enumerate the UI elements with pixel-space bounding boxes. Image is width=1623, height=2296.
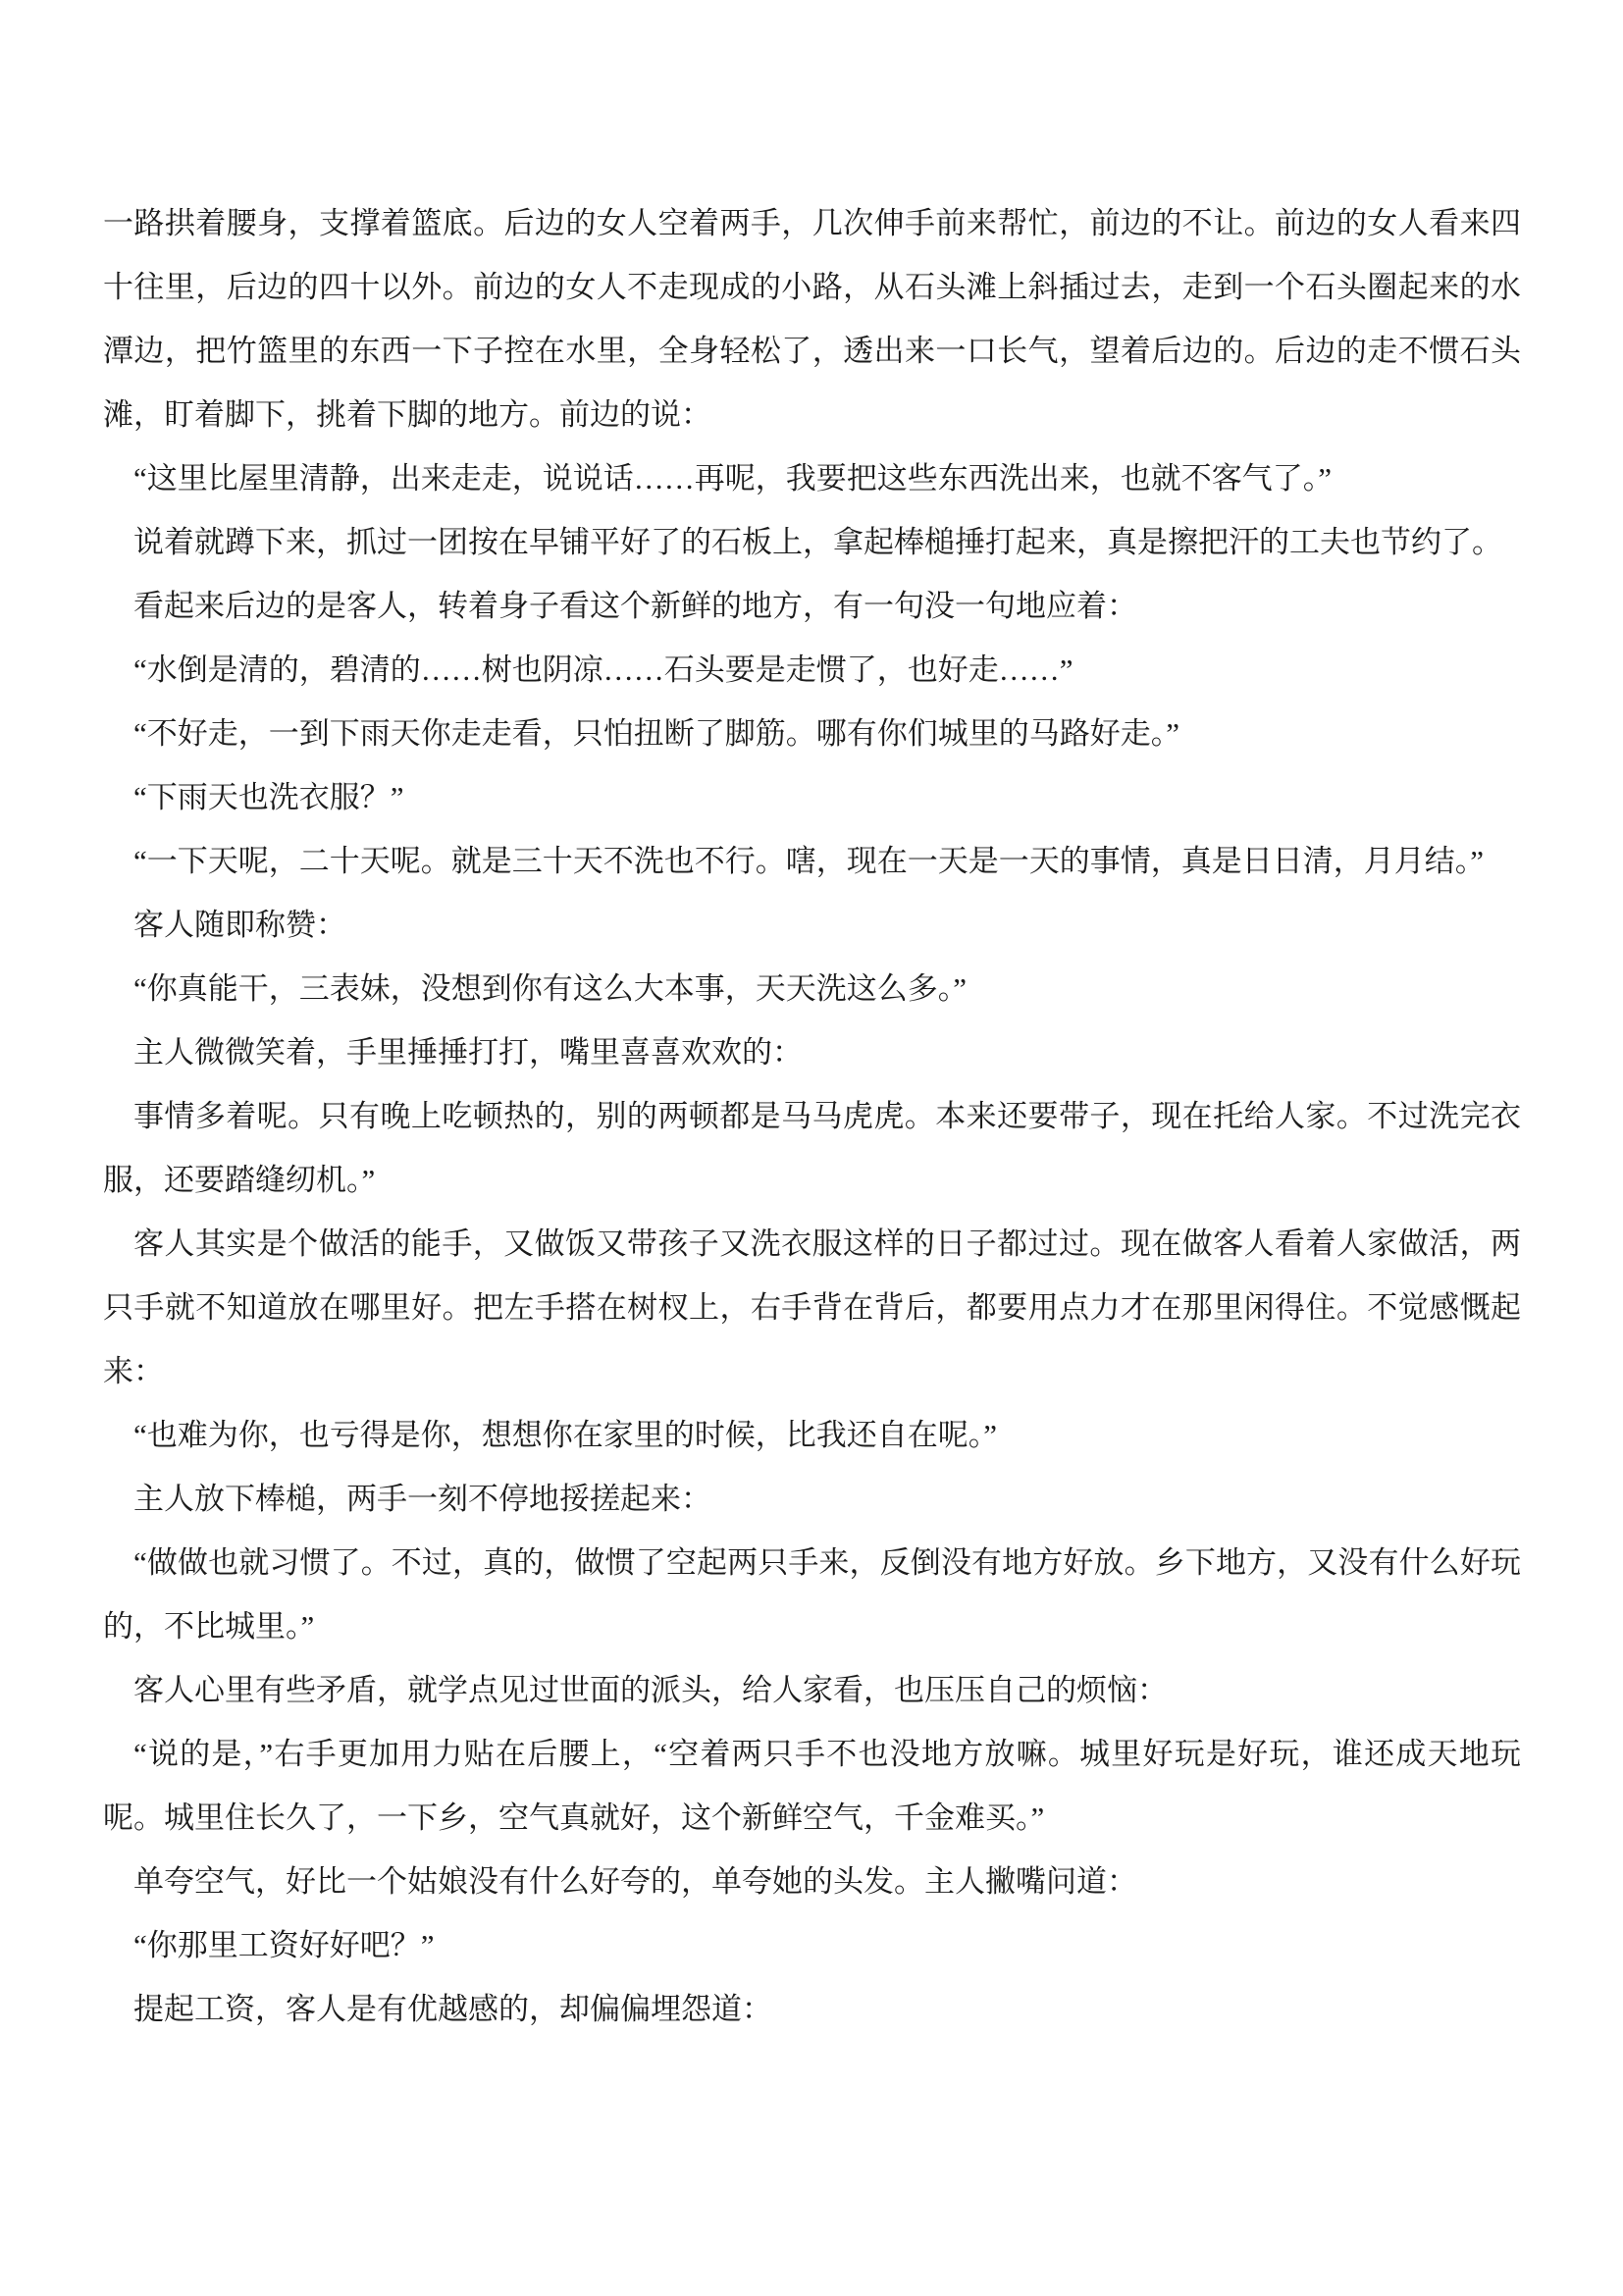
paragraph-dialog: “说的是，”右手更加用力贴在后腰上，“空着两只手不也没地方放嘛。城里好玩是好玩，谁还成天地玩呢。城里住长久了，一下乡，空气真就好，这个新鲜空气，千金难买。” <box>103 1737 1521 1835</box>
paragraph-narration: 看起来后边的是客人，转着身子看这个新鲜的地方，有一句没一句地应着： <box>133 589 1137 623</box>
paragraph-narration: 主人微微笑着，手里捶捶打打，嘴里喜喜欢欢的： <box>133 1035 803 1070</box>
paragraph-dialog: “水倒是清的，碧清的……树也阴凉……石头要是走惯了，也好走……” <box>133 652 1073 687</box>
paragraph-dialog: “下雨天也洗衣服？” <box>133 780 404 814</box>
paragraph-dialog: “也难为你，也亏得是你，想想你在家里的时候，比我还自在呢。” <box>133 1418 998 1452</box>
paragraph-dialog: “做做也就习惯了。不过，真的，做惯了空起两只手来，反倒没有地方好放。乡下地方，又没有什么好玩的，不比城里。” <box>103 1545 1521 1644</box>
paragraph-dialog: “你真能干，三表妹，没想到你有这么大本事，天天洗这么多。” <box>133 971 968 1006</box>
paragraph-dialog: “这里比屋里清静，出来走走，说说话……再呢，我要把这些东西洗出来，也就不客气了。” <box>133 461 1333 496</box>
paragraph-dialog: “一下天呢，二十天呢。就是三十天不洗也不行。嗐，现在一天是一天的事情，真是日日清，月月结。” <box>133 844 1485 878</box>
paragraph-narration: 客人心里有些矛盾，就学点见过世面的派头，给人家看，也压压自己的烦恼： <box>133 1673 1168 1707</box>
body-text <box>103 191 1521 2041</box>
paragraph-narration: 主人放下棒槌，两手一刻不停地挼搓起来： <box>133 1482 711 1516</box>
paragraph-dialog: 事情多着呢。只有晚上吃顿热的，别的两顿都是马马虎虎。本来还要带子，现在托给人家。不过洗完衣服，还要踏缝纫机。” <box>103 1099 1521 1197</box>
paragraph-continuation: 一路拱着腰身，支撑着篮底。后边的女人空着两手，几次伸手前来帮忙，前边的不让。前边的女人看来四十往里，后边的四十以外。前边的女人不走现成的小路，从石头滩上斜插过去，走到一个石头圈起来的水潭边，把竹篮里的东西一下子控在水里，全身轻松了，透出来一口长气，望着后边的。后边的走不惯石头滩，盯着脚下，挑着下脚的地方。前边的说： <box>103 206 1521 432</box>
paragraph-narration: 说着就蹲下来，抓过一团按在早铺平好了的石板上，拿起棒槌捶打起来，真是擦把汗的工夫也节约了。 <box>133 525 1502 559</box>
paragraph-dialog: “不好走，一到下雨天你走走看，只怕扭断了脚筋。哪有你们城里的马路好走。” <box>133 716 1180 751</box>
paragraph-dialog: “你那里工资好好吧？” <box>133 1928 435 1962</box>
paragraph-narration: 单夸空气，好比一个姑娘没有什么好夸的，单夸她的头发。主人撇嘴问道： <box>133 1864 1137 1899</box>
paragraph-narration: 客人其实是个做活的能手，又做饭又带孩子又洗衣服这样的日子都过过。现在做客人看着人家做活，两只手就不知道放在哪里好。把左手搭在树杈上，右手背在背后，都要用点力才在那里闲得住。不觉感慨起来： <box>103 1226 1521 1388</box>
paragraph-narration: 提起工资，客人是有优越感的，却偏偏埋怨道： <box>133 1992 772 2026</box>
paragraph-narration: 客人随即称赞： <box>133 908 346 942</box>
